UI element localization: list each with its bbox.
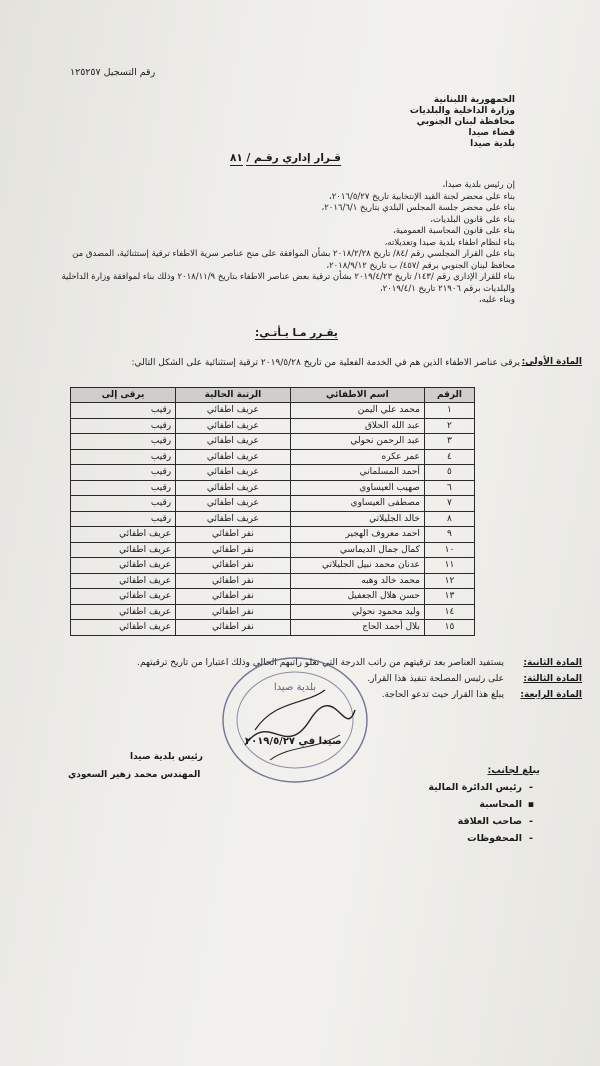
promoted-rank: عريف اطفائي (71, 620, 176, 636)
notification-item: - المحفوظات (428, 830, 540, 847)
letterhead-line: الجمهورية اللبنانية (433, 95, 515, 105)
current-rank: نفر اطفائي (176, 542, 291, 558)
table-row (71, 527, 475, 543)
preamble-line: بناء للقرار الإداري رقم /١٤٣/ تاريخ ٢٠١٩/٤/٢٣ بشأن ترقية بعض عناصر الاطفاء بتاريخ ٢٠١٨/١١/٩ وذلك بناء لموافقة وزارة الداخلية والبلديات برقم ٢١٩٠٦ تاريخ ٢٠١٩/٤/١، (61, 272, 515, 294)
current-rank: نفر اطفائي (176, 620, 291, 636)
row-number: ١ (424, 403, 474, 419)
firefighter-name: وليد محمود نحولي (290, 604, 424, 620)
current-rank: عريف اطفائي (176, 434, 291, 450)
notification-item-text: المحاسبة (479, 799, 522, 810)
decides-heading (255, 327, 338, 339)
letterhead-line: وزارة الداخلية والبلديات (409, 106, 515, 116)
preamble-line: بناء على محضر جلسة المجلس البلدي بتاريخ ٢٠١٦/٦/١، (321, 203, 515, 213)
promoted-rank: رقيب (71, 465, 176, 481)
row-number: ١٥ (424, 620, 474, 636)
table-row (71, 480, 475, 496)
article1-label: المادة الأولى: (521, 357, 582, 367)
row-number: ٢ (424, 418, 474, 434)
notification-title: يبلغ لجانب: (487, 765, 540, 776)
promoted-rank: عريف اطفائي (71, 604, 176, 620)
firefighter-name: محمد علي اليمن (290, 403, 424, 419)
decides-text: يقـرر مـا يـأتـي: (255, 327, 338, 339)
row-number: ٧ (424, 496, 474, 512)
promoted-rank: عريف اطفائي (71, 558, 176, 574)
table-row (71, 403, 475, 419)
letterhead-line: بلدية صيدا (470, 139, 515, 149)
table-row (71, 449, 475, 465)
firefighter-name: خالد الجليلاتي (290, 511, 424, 527)
current-rank: نفر اطفائي (176, 558, 291, 574)
article-label: المادة الرابعة: (520, 690, 582, 700)
firefighter-name: صهيب العيساوي (290, 480, 424, 496)
promoted-rank: عريف اطفائي (71, 527, 176, 543)
firefighter-name: أحمد المسلماني (290, 465, 424, 481)
current-rank: نفر اطفائي (176, 573, 291, 589)
article1-text: يرقى عناصر الاطفاء الذين هم في الخدمة الفعلية من تاريخ ٢٠١٩/٥/٢٨ ترقية إستثنائية على الشكل التالي: (131, 358, 520, 368)
promoted-rank: رقيب (71, 434, 176, 450)
promoted-rank: عريف اطفائي (71, 542, 176, 558)
preamble-line: بناء على قانون المحاسبة العمومية، (393, 226, 515, 236)
firefighter-name: محمد خالد وهبه (290, 573, 424, 589)
current-rank: نفر اطفائي (176, 604, 291, 620)
table-row (71, 573, 475, 589)
table-row (71, 604, 475, 620)
firefighter-name: بلال أحمد الحاج (290, 620, 424, 636)
table-body (71, 403, 475, 636)
preamble (55, 180, 515, 307)
place-date: صيدا في ٢٠١٩/٥/٢٧ (245, 736, 342, 747)
promoted-rank: رقيب (71, 418, 176, 434)
preamble-line: بناء على محضر لجنة القيد الإنتخابية تاريخ ٢٠١٦/٥/٢٧، (328, 191, 515, 202)
table-row (71, 434, 475, 450)
article-text: على رئيس المصلحة تنفيذ هذا القرار. (367, 674, 504, 684)
table-row (71, 542, 475, 558)
firefighter-name: احمد معروف الهجير (290, 527, 424, 543)
column-header-current-rank: الرتبة الحالية (176, 388, 291, 403)
decision-title (230, 152, 341, 164)
notification-list (428, 762, 540, 847)
promoted-rank: رقيب (71, 403, 176, 419)
firefighter-name: عبد الله الحلاق (290, 418, 424, 434)
firefighter-name: عدنان محمد نبيل الجليلاتي (290, 558, 424, 574)
row-number: ٩ (424, 527, 474, 543)
table-row (71, 589, 475, 605)
current-rank: عريف اطفائي (176, 418, 291, 434)
row-number: ١١ (424, 558, 474, 574)
table-row (71, 496, 475, 512)
preamble-line: بناء على القرار المجلسي رقم /٨٤/ تاريخ ٢٠١٨/٢/٢٨ بشأن الموافقة على منح عناصر سرية الاطفاء ترقية إستثنائية، المصدق من محافظ لبنان الجنوبي برقم /٤٥٧/ ب تاريخ ٢٠١٨/٩/١٢، (72, 249, 515, 271)
stamp-text: بلدية صيدا (273, 682, 317, 693)
signatory-name: المهندس محمد زهير السعودي (68, 770, 201, 780)
row-number: ٤ (424, 449, 474, 465)
firefighter-name: عمر عكره (290, 449, 424, 465)
row-number: ٦ (424, 480, 474, 496)
promoted-rank: رقيب (71, 480, 176, 496)
preamble-line: بناء على قانون البلديات، (430, 214, 515, 225)
article-label: المادة الثانية: (523, 658, 582, 668)
registration-number: رقم التسجيل ١٢٥٢٥٧ (70, 67, 156, 78)
current-rank: عريف اطفائي (176, 465, 291, 481)
promoted-rank: رقيب (71, 496, 176, 512)
current-rank: عريف اطفائي (176, 449, 291, 465)
notification-item: - رئيس الدائرة المالية (428, 779, 540, 796)
table-row (71, 418, 475, 434)
signatory-title: رئيس بلدية صيدا (130, 752, 203, 762)
notification-item-text: رئيس الدائرة المالية (428, 782, 522, 793)
promoted-rank: رقيب (71, 449, 176, 465)
decision-title-text: قـرار إداري رقـم / (246, 152, 341, 164)
promoted-rank: عريف اطفائي (71, 573, 176, 589)
article-text: يبلغ هذا القرار حيث تدعو الحاجة. (381, 690, 504, 700)
row-number: ١٣ (424, 589, 474, 605)
table-row (71, 620, 475, 636)
current-rank: عريف اطفائي (176, 496, 291, 512)
letterhead-line: محافظة لبنان الجنوبي (416, 117, 515, 127)
promoted-rank: رقيب (71, 511, 176, 527)
table-row (71, 558, 475, 574)
promoted-rank: عريف اطفائي (71, 589, 176, 605)
column-header-promoted-to: يرقى إلى (71, 388, 176, 403)
row-number: ٣ (424, 434, 474, 450)
current-rank: نفر اطفائي (176, 527, 291, 543)
preamble-line: إن رئيس بلدية صيدا، (442, 180, 515, 190)
article-text: يستفيد العناصر بعد ترقيتهم من راتب الدرجة التي تعلو راتبهم الحالي وذلك اعتبارا من تاريخ ترقيتهم. (137, 658, 504, 668)
current-rank: عريف اطفائي (176, 511, 291, 527)
letterhead-line: قضاء صيدا (468, 128, 515, 138)
row-number: ١٢ (424, 573, 474, 589)
decision-number: ٨١ (230, 152, 243, 164)
table-row (71, 465, 475, 481)
current-rank: عريف اطفائي (176, 480, 291, 496)
row-number: ٨ (424, 511, 474, 527)
table-header-row (71, 388, 475, 403)
table-row (71, 511, 475, 527)
firefighter-name: حسن هلال الجعفيل (290, 589, 424, 605)
current-rank: نفر اطفائي (176, 589, 291, 605)
firefighter-name: عبد الرحمن نحولي (290, 434, 424, 450)
notification-item-text: المحفوظات (467, 833, 522, 844)
official-stamp (215, 650, 375, 790)
promotion-table (70, 387, 475, 636)
preamble-line: بناء لنظام اطفاء بلدية صيدا وتعديلاته، (384, 237, 515, 248)
firefighter-name: كمال جمال الديماسي (290, 542, 424, 558)
current-rank: عريف اطفائي (176, 403, 291, 419)
firefighter-name: مصطفى العيساوي (290, 496, 424, 512)
preamble-line: وبناء عليه، (478, 295, 515, 305)
letterhead (410, 95, 515, 150)
notification-item: - صاحب العلاقة (428, 813, 540, 830)
column-header-name: اسم الاطفائي (290, 388, 424, 403)
notification-item: ▪ المحاسبة (428, 796, 540, 813)
column-header-number: الرقم (424, 388, 474, 403)
notification-item-text: صاحب العلاقة (457, 816, 522, 827)
article-label: المادة الثالثة: (523, 674, 582, 684)
row-number: ١٠ (424, 542, 474, 558)
row-number: ٥ (424, 465, 474, 481)
row-number: ١٤ (424, 604, 474, 620)
